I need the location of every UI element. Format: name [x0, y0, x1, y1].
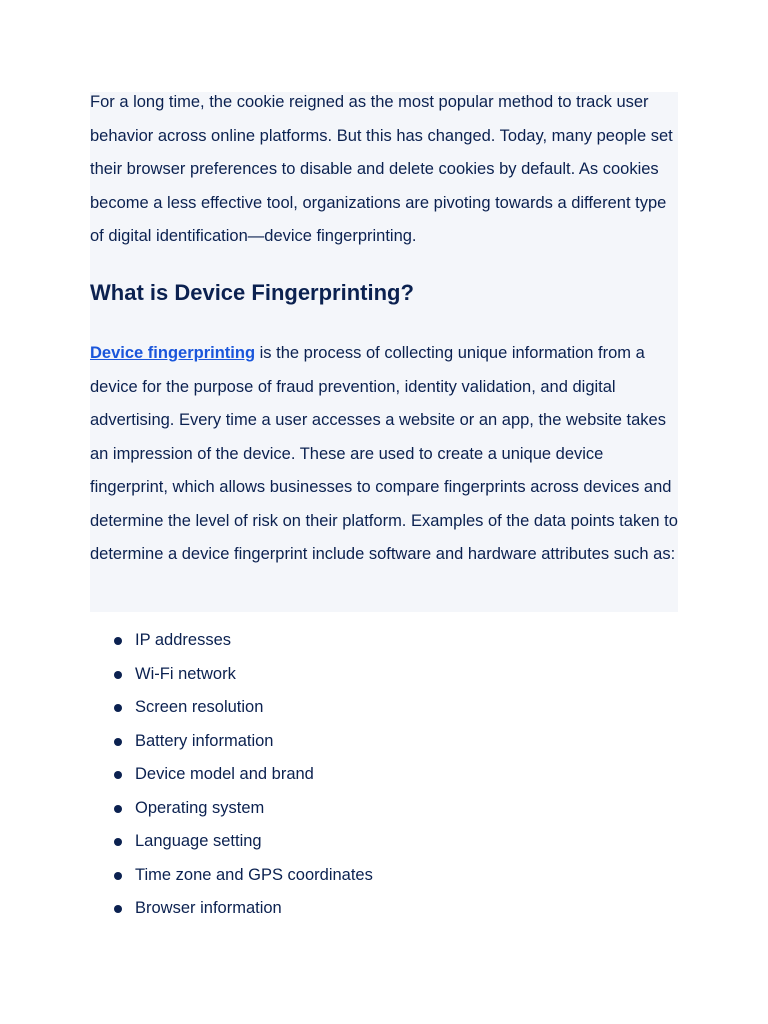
- bullet-icon: [114, 838, 122, 846]
- list-item: [90, 658, 678, 692]
- list-item-label: Time zone and GPS coordinates: [135, 865, 373, 884]
- bullet-icon: [114, 704, 122, 712]
- list-item-label: Wi-Fi network: [135, 664, 236, 683]
- bullet-icon: [114, 805, 122, 813]
- device-fingerprinting-link[interactable]: Device fingerprinting: [90, 344, 256, 362]
- list-item: [90, 892, 678, 926]
- bullet-icon: [114, 872, 122, 880]
- list-item: [90, 825, 678, 859]
- list-item-label: Device model and brand: [135, 765, 314, 783]
- list-item-label: Battery information: [135, 731, 274, 750]
- bullet-icon: [114, 771, 122, 779]
- section-heading: What is Device Fingerprinting?: [90, 280, 414, 305]
- list-item-label: IP addresses: [135, 631, 232, 649]
- definition-paragraph: [90, 337, 678, 572]
- bullet-icon: [114, 738, 122, 746]
- list-item: [90, 624, 678, 658]
- list-item: [90, 792, 678, 826]
- definition-body: is the process of collecting unique information from a device for the purpose of fraud prevention, identity validation, and digital advertising. Every time a user accesses a website or an app, the website takes an impression of the device. These are used to create a unique device fingerprint, which allows businesses to compare fingerprints across devices and determine the level of risk on their platform. Examples of the data points taken to determine a device fingerprint include software and hardware attributes such as:: [90, 344, 678, 563]
- bullet-icon: [114, 671, 122, 679]
- list-item: [90, 758, 678, 792]
- bullet-icon: [114, 905, 122, 913]
- list-item-label: Operating system: [135, 798, 265, 817]
- bullet-icon: [114, 637, 122, 645]
- list-item-label: Language setting: [135, 832, 262, 850]
- list-item: [90, 725, 678, 759]
- list-item-label: Browser information: [135, 899, 282, 917]
- intro-paragraph: For a long time, the cookie reigned as the most popular method to track user behavior across online platforms. But this has changed. Today, many people set their browser preferences to disable and delete cookies by default. As cookies become a less effective tool, organizations are pivoting towards a different type of digital identification—device fingerprinting.: [90, 93, 673, 246]
- list-item: [90, 859, 678, 893]
- list-item: [90, 691, 678, 725]
- list-item-label: Screen resolution: [135, 698, 264, 716]
- attribute-list: [90, 624, 678, 926]
